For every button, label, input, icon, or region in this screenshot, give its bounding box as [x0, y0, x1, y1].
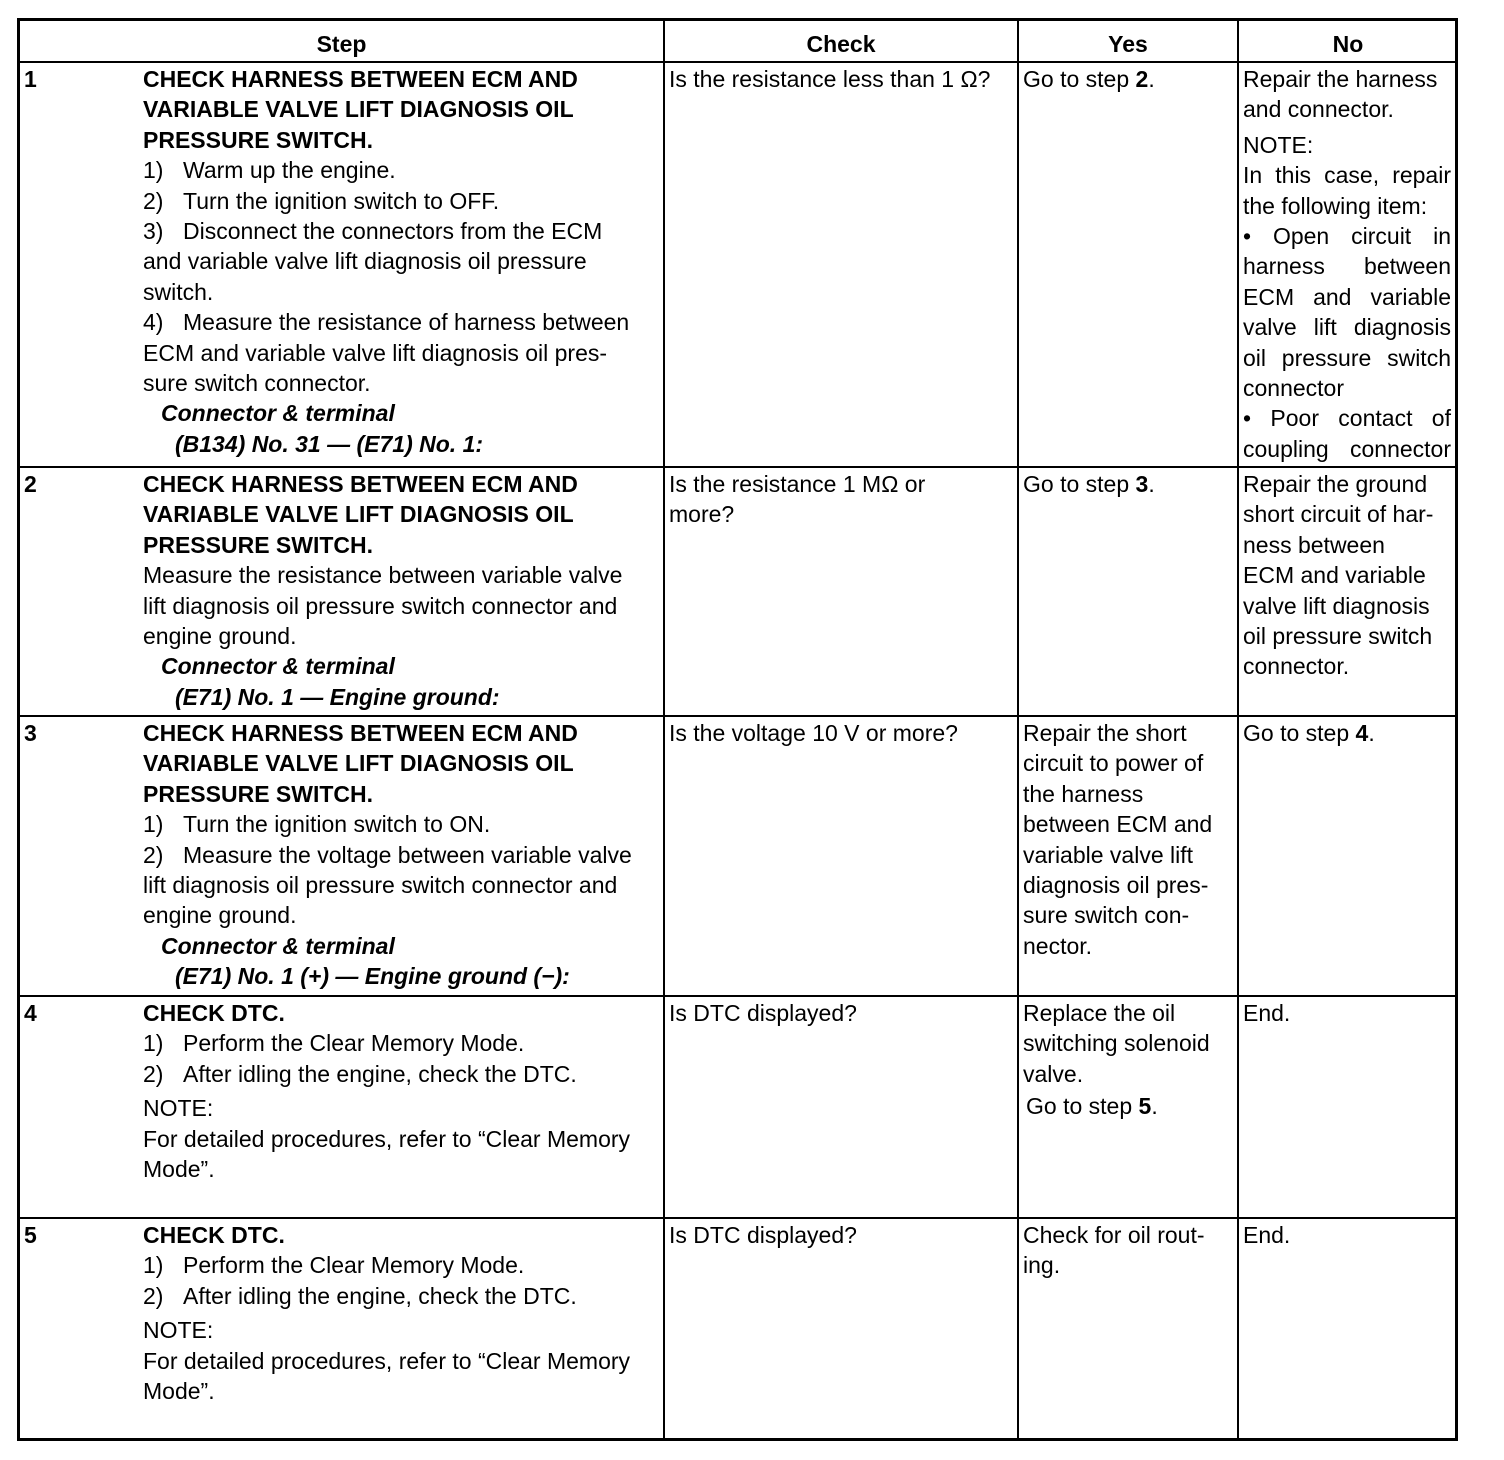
check-question: Is the resistance 1 MΩ or more? — [669, 471, 926, 528]
check-question: Is the voltage 10 V or more? — [669, 720, 958, 746]
note-label: NOTE: — [1243, 131, 1314, 158]
step-title: CHECK HARNESS BETWEEN ECM AND — [143, 720, 578, 746]
header-check: Check — [806, 31, 876, 57]
connector-terminal-value: (B134) No. 31 — (E71) No. 1: — [175, 430, 484, 457]
diagnostic-table — [17, 18, 1458, 1441]
header-no: No — [1332, 31, 1364, 57]
substep: 1) Turn the ignition switch to ON. — [143, 811, 491, 838]
step-title: CHECK HARNESS BETWEEN ECM AND — [143, 471, 578, 497]
no-action: Repair the ground short circuit of har- ness between ECM and variable valve lift diagnosis oil pressure switch connector. — [1243, 471, 1434, 680]
step-title: VARIABLE VALVE LIFT DIAGNOSIS OIL — [143, 501, 574, 528]
check-question: Is DTC displayed? — [669, 1000, 857, 1026]
yes-action: Go to step 3. — [1023, 471, 1155, 497]
check-question: Is DTC displayed? — [669, 1222, 857, 1248]
step-number: 1 — [24, 66, 37, 92]
step-title: PRESSURE SWITCH. — [143, 780, 374, 807]
no-action: End. — [1243, 1222, 1291, 1248]
column-divider — [663, 21, 665, 1438]
substep: 2) After idling the engine, check the DTC. — [143, 1282, 577, 1309]
no-action: End. — [1243, 1000, 1291, 1026]
substep-line: and variable valve lift diagnosis oil pressure — [143, 248, 587, 275]
step-description — [143, 64, 663, 459]
yes-action: Go to step 2. — [1023, 66, 1155, 92]
substep: 2) Turn the ignition switch to OFF. — [143, 187, 500, 214]
step-title: CHECK HARNESS BETWEEN ECM AND — [143, 66, 578, 92]
check-question: Is the resistance less than 1 Ω? — [669, 66, 991, 92]
row-divider — [20, 715, 1455, 717]
step-title: VARIABLE VALVE LIFT DIAGNOSIS OIL — [143, 96, 574, 123]
row-divider — [20, 995, 1455, 997]
connector-terminal-label: Connector & terminal — [161, 400, 395, 427]
connector-terminal-label: Connector & terminal — [161, 932, 395, 959]
substep-line: switch. — [143, 278, 214, 305]
step-description: CHECK HARNESS BETWEEN ECM AND VARIABLE VALVE LIFT DIAGNOSIS OIL PRESSURE SWITCH. 1) Turn the ignition switch to ON. 2) Measure the voltage between variable valve lift diagnosis oil pressure switch connector and engine ground. Connector & terminal (E71) No. 1 (+) — Engine ground (−): — [143, 718, 663, 992]
step-number: 3 — [24, 720, 37, 746]
no-action: Go to step 4. — [1243, 720, 1375, 746]
step-title: CHECK DTC. — [143, 1000, 285, 1026]
step-description: CHECK DTC. 1) Perform the Clear Memory Mode. 2) After idling the engine, check the DTC. NOTE: For detailed procedures, refer to “Clear Memory Mode”. — [143, 1220, 663, 1406]
column-divider — [1017, 21, 1019, 1438]
step-title: PRESSURE SWITCH. — [143, 531, 374, 558]
connector-terminal-label: Connector & terminal — [161, 653, 395, 680]
connector-terminal-value: (E71) No. 1 (+) — Engine ground (−): — [175, 963, 570, 990]
step-description: CHECK DTC. 1) Perform the Clear Memory Mode. 2) After idling the engine, check the DTC. NOTE: For detailed procedures, refer to “Clear Memory Mode”. — [143, 998, 663, 1184]
substep: 4) Measure the resistance of harness between — [143, 309, 630, 336]
header-yes: Yes — [1108, 31, 1148, 57]
header-step: Step — [316, 31, 367, 57]
step-title: VARIABLE VALVE LIFT DIAGNOSIS OIL — [143, 750, 574, 777]
substep: 1) Perform the Clear Memory Mode. — [143, 1030, 525, 1057]
row-divider — [20, 1217, 1455, 1219]
substep: 3) Disconnect the connectors from the ECM — [143, 218, 603, 245]
no-action: Repair the harness and connector. NOTE: In this case, repair the following item: • Open circuit in harness between ECM and variable valve lift diagnosis oil pressure switch connector • Poor contact of coupling connector — [1243, 66, 1451, 462]
substep-line: ECM and variable valve lift diagnosis oil pres- — [143, 339, 608, 366]
row-divider — [20, 61, 1455, 63]
yes-action: Check for oil rout- ing. — [1023, 1222, 1205, 1279]
substep: 1) Perform the Clear Memory Mode. — [143, 1252, 525, 1279]
step-number: 2 — [24, 471, 37, 497]
column-divider — [1237, 21, 1239, 1438]
substep: 2) After idling the engine, check the DTC. — [143, 1060, 577, 1087]
substep: 1) Warm up the engine. — [143, 157, 396, 184]
step-number: 4 — [24, 1000, 37, 1026]
row-divider — [20, 466, 1455, 468]
substep: 2) Measure the voltage between variable valve — [143, 841, 632, 868]
note-label: NOTE: — [143, 1317, 214, 1344]
step-number: 5 — [24, 1222, 37, 1248]
step-title: PRESSURE SWITCH. — [143, 126, 374, 153]
yes-action: Replace the oil switching solenoid valve. Go to step 5. — [1023, 1000, 1210, 1120]
step-title: CHECK DTC. — [143, 1222, 285, 1248]
step-description: CHECK HARNESS BETWEEN ECM AND VARIABLE VALVE LIFT DIAGNOSIS OIL PRESSURE SWITCH. Measure the resistance between variable valve lift diagnosis oil pressure switch connector and engine ground. Connector & terminal (E71) No. 1 — Engine ground: — [143, 469, 663, 712]
substep-line: sure switch connector. — [143, 370, 371, 397]
connector-terminal-value: (E71) No. 1 — Engine ground: — [175, 683, 500, 710]
yes-action: Repair the short circuit to power of the harness between ECM and variable valve lift diagnosis oil pres- sure switch con- nector. — [1023, 720, 1213, 959]
note-label: NOTE: — [143, 1095, 214, 1122]
